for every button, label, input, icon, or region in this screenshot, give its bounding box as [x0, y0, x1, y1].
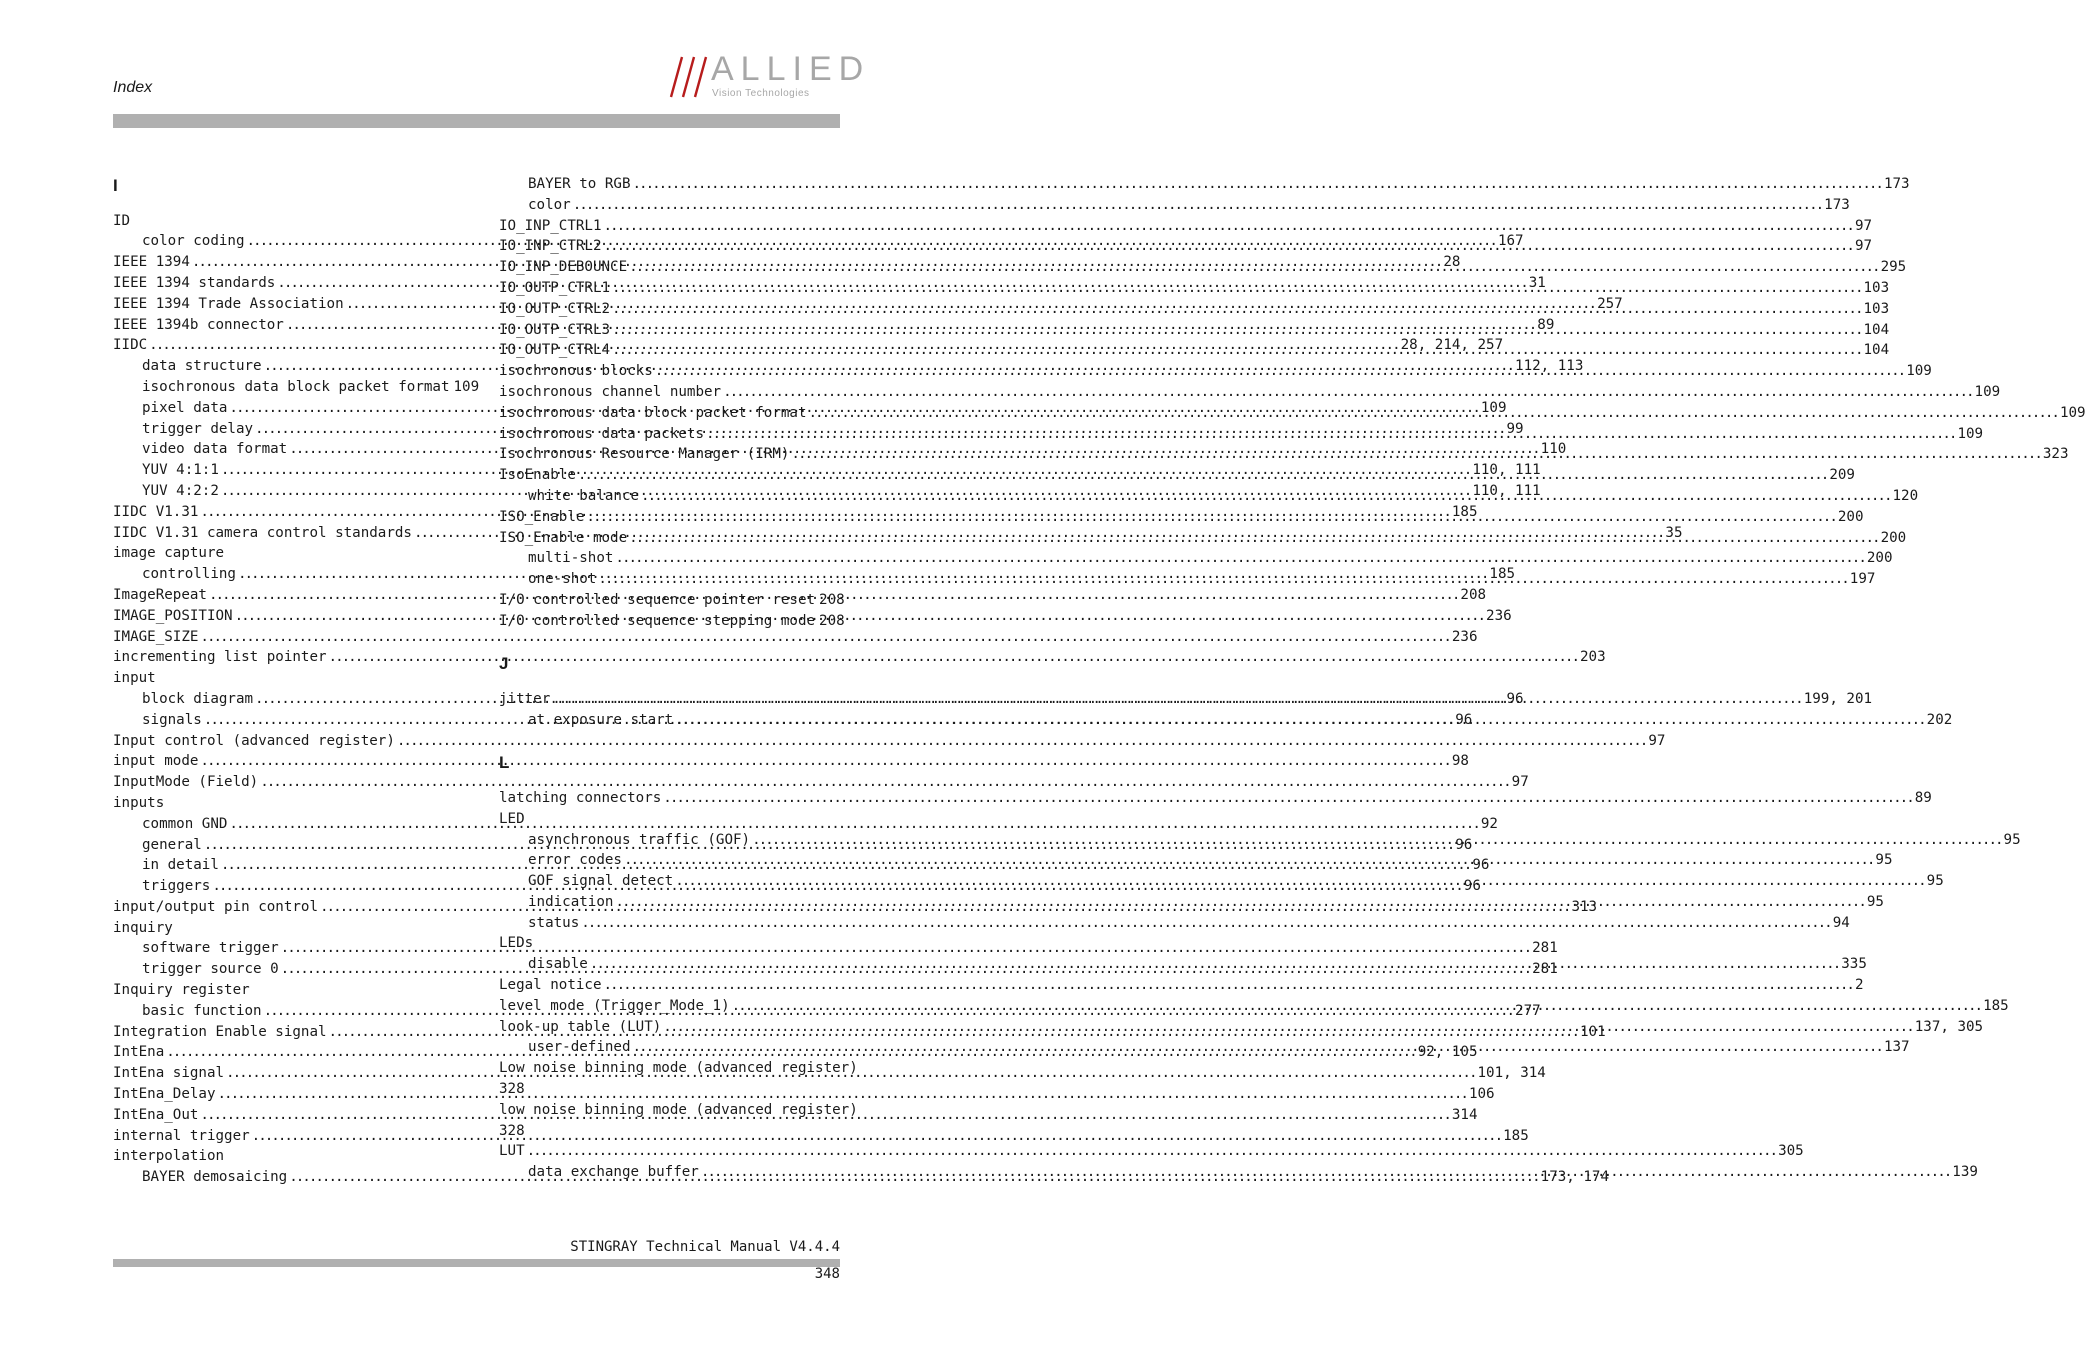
dot-leader — [604, 236, 1853, 257]
index-letter-heading: L — [499, 753, 510, 773]
page-reference[interactable]: 101, 314 — [1477, 1065, 1546, 1082]
page-reference[interactable]: 89 — [1914, 789, 1932, 806]
page-reference[interactable]: 96 — [1463, 878, 1481, 895]
index-entry — [499, 975, 1864, 996]
entry-term: YUV 4:2:2 — [142, 482, 219, 499]
index-subentry — [499, 913, 1850, 934]
dot-leader — [615, 548, 1864, 569]
index-entry — [499, 382, 2001, 403]
entry-term: IO_OUTP_CTRL3 — [499, 321, 611, 338]
entry-term: signals — [142, 711, 202, 728]
dot-leader — [586, 507, 1835, 528]
page-reference[interactable]: 95 — [2003, 831, 2021, 848]
dot-leader — [791, 444, 2040, 465]
entry-term: interpolation — [113, 1148, 225, 1165]
index-entry — [499, 216, 1873, 237]
page-reference[interactable]: 202 — [1926, 711, 1953, 728]
page-reference[interactable]: 323 — [2042, 446, 2069, 463]
page-reference[interactable]: 109 — [1480, 399, 1507, 416]
page-reference[interactable]: 95 — [1926, 873, 1944, 890]
entry-term: input — [113, 670, 156, 687]
page-reference[interactable]: 236 — [1486, 607, 1512, 624]
index-entry — [113, 751, 1469, 772]
entry-term: IEEE 1394b connector — [113, 316, 284, 333]
page-reference[interactable]: 109 — [453, 378, 480, 395]
footer-rule — [113, 1259, 840, 1267]
dot-leader — [612, 299, 1861, 320]
page-reference[interactable]: 94 — [1832, 914, 1850, 931]
page-number: 348 — [814, 1266, 840, 1282]
dot-leader — [655, 361, 1904, 382]
logo-slashes-icon — [668, 54, 712, 100]
page-reference[interactable]: 197 — [1849, 571, 1876, 588]
page-reference[interactable]: 109 — [1957, 425, 1984, 442]
index-entry — [499, 1141, 1804, 1162]
index-entry — [499, 1100, 858, 1121]
entry-term: ID — [113, 212, 131, 229]
index-entry — [113, 543, 454, 564]
page-reference[interactable]: 96 — [1506, 690, 1524, 707]
page-reference[interactable]: 110, 111 — [1472, 482, 1541, 499]
entry-term: BAYER demosaicing — [142, 1169, 288, 1186]
entry-term: disable — [528, 956, 588, 973]
index-entry — [113, 772, 1529, 793]
page-reference[interactable]: 313 — [1571, 898, 1598, 915]
entry-term: in detail — [142, 857, 219, 874]
page-reference[interactable]: 104 — [1863, 342, 1890, 359]
index-entry — [113, 647, 1606, 668]
index-entry — [113, 731, 1666, 752]
entry-term: inquiry — [113, 919, 173, 936]
entry-term: isochronous channel number — [499, 383, 722, 400]
entry-term: pixel data — [142, 399, 228, 416]
entry-term: IEEE 1394 standards — [113, 274, 276, 291]
entry-term: isochronous data block packet format — [142, 378, 450, 395]
page-reference[interactable]: 305 — [1778, 1143, 1804, 1160]
entry-term: InputMode (Field) — [113, 774, 259, 791]
index-entry — [499, 590, 845, 611]
dot-leader — [578, 465, 1827, 486]
page-reference[interactable]: 99 — [1506, 420, 1524, 437]
entry-term: GOF signal detect — [528, 873, 674, 890]
entry-term: input/output pin control — [113, 898, 318, 915]
entry-term: LEDs — [499, 935, 534, 952]
dot-leader — [663, 1017, 1912, 1038]
entry-term: one-shot — [528, 571, 597, 588]
page-reference[interactable]: 185 — [1451, 503, 1478, 520]
page-reference[interactable]: 96 — [1455, 836, 1473, 853]
page-reference[interactable]: 89 — [1537, 316, 1555, 333]
page-reference[interactable]: 97 — [1854, 217, 1873, 234]
page-reference[interactable]: 97 — [1648, 732, 1666, 749]
index-letter-heading: J — [499, 654, 509, 674]
dot-leader — [629, 257, 1878, 278]
page-reference[interactable]: 35 — [1665, 524, 1683, 541]
dot-leader — [615, 892, 1864, 913]
entry-term: general — [142, 836, 202, 853]
entry-term: isochronous blocks — [499, 363, 653, 380]
index-subentry — [499, 548, 1893, 569]
footer-manual-title: STINGRAY Technical Manual V4.4.4 — [570, 1239, 840, 1255]
dot-leader — [663, 788, 1912, 809]
page-reference[interactable]: 139 — [1952, 1164, 1978, 1181]
dot-leader — [641, 486, 1890, 507]
dot-leader — [706, 424, 1955, 445]
page-reference[interactable]: 209 — [1829, 467, 1855, 484]
entry-term: jitter — [499, 690, 551, 707]
index-entry — [113, 980, 454, 1001]
index-entry — [499, 1058, 858, 1079]
page-reference[interactable]: 200 — [1866, 550, 1893, 567]
entry-term: Inquiry register — [113, 982, 250, 999]
page-reference[interactable]: 104 — [1863, 321, 1890, 338]
page-reference[interactable]: 96 — [1455, 711, 1473, 728]
entry-term: user-defined — [528, 1039, 631, 1056]
page-reference[interactable]: 97 — [1854, 238, 1873, 255]
page-reference[interactable]: 208 — [1460, 586, 1487, 603]
entry-term: IsoEnable — [499, 467, 576, 484]
entry-term: IntEna_Delay — [113, 1086, 216, 1103]
entry-term: BAYER to RGB — [528, 176, 631, 192]
entry-term: IntEna signal — [113, 1065, 225, 1082]
index-entry — [113, 918, 454, 939]
page-reference[interactable]: 203 — [1580, 649, 1606, 666]
index-entry — [113, 793, 454, 814]
page-reference[interactable]: 31 — [1528, 274, 1546, 291]
page-reference[interactable]: 185 — [1489, 566, 1516, 583]
entry-term: ISO_Enable mode — [499, 529, 628, 546]
page-reference[interactable]: 295 — [1880, 259, 1907, 276]
page-reference[interactable]: 95 — [1866, 893, 1884, 910]
header-rule — [113, 114, 840, 128]
spacer — [499, 731, 840, 752]
index-letter-heading: I — [113, 176, 118, 195]
entry-term: I/O controlled sequence pointer reset — [499, 591, 816, 608]
index-entry — [499, 933, 840, 954]
entry-term: asynchronous traffic (GOF) — [528, 831, 751, 848]
entry-term: Legal notice — [499, 977, 602, 994]
entry-term: IO_OUTP_CTRL2 — [499, 300, 611, 317]
page-reference[interactable]: 97 — [1511, 774, 1529, 791]
entry-term: white balance — [528, 487, 640, 504]
dot-leader — [235, 606, 1484, 627]
entry-term: LED — [499, 810, 525, 827]
entry-term: isochronous data block packet format — [499, 404, 807, 421]
entry-term: at exposure start — [528, 711, 674, 728]
page-reference[interactable]: 277 — [1515, 1002, 1541, 1019]
dot-leader — [590, 954, 1839, 975]
dot-leader — [629, 528, 1878, 549]
page-reference[interactable]: 98 — [1451, 753, 1469, 770]
entry-term: level mode (Trigger_Mode_1) — [499, 997, 730, 1014]
dot-leader — [809, 403, 2058, 424]
page-reference[interactable]: 335 — [1841, 956, 1867, 973]
page-reference[interactable]: 257 — [1597, 295, 1623, 312]
entry-term: IEEE 1394 — [113, 254, 190, 271]
entry-term: IO_INP_CTRL1 — [499, 217, 602, 234]
dot-leader — [752, 830, 2001, 851]
entry-term: IO_OUTP_CTRL4 — [499, 342, 611, 359]
entry-term: inputs — [113, 794, 165, 811]
page-reference[interactable]: 103 — [1863, 300, 1890, 317]
dot-leader — [552, 689, 1801, 710]
page-reference[interactable]: 314 — [1451, 1106, 1478, 1123]
entry-term: IntEna_Out — [113, 1106, 199, 1123]
dot-leader — [527, 1141, 1776, 1162]
page-reference[interactable]: 103 — [1863, 279, 1890, 296]
entry-term: incrementing list pointer — [113, 649, 327, 666]
entry-term: color — [528, 196, 571, 213]
entry-term: IIDC V1.31 camera control standards — [113, 524, 412, 541]
logo-wordmark: ALLIED — [711, 50, 871, 88]
entry-term: low noise binning mode (advanced register) — [499, 1101, 858, 1118]
page-reference[interactable]: 28, 214, 257 — [1400, 337, 1504, 354]
page-reference[interactable]: 92, 105 — [1417, 1044, 1478, 1061]
page-reference[interactable]: 109 — [2059, 404, 2086, 421]
running-header-title: Index — [113, 79, 153, 96]
page-reference[interactable]: 96 — [1472, 857, 1490, 874]
dot-leader — [732, 996, 1981, 1017]
entry-term: Integration Enable signal — [113, 1023, 327, 1040]
entry-term: video data format — [142, 441, 288, 458]
dot-leader — [581, 913, 1830, 934]
page-reference[interactable]: 173 — [1824, 196, 1850, 213]
page-reference[interactable]: 200 — [1880, 529, 1907, 546]
entry-term: image capture — [113, 545, 225, 562]
page-reference[interactable]: 109 — [1974, 383, 2001, 400]
dot-leader — [604, 975, 1853, 996]
entry-term: basic function — [142, 1002, 262, 1019]
page-reference[interactable]: 2 — [1854, 977, 1864, 994]
page-reference[interactable]: 110 — [1540, 441, 1567, 458]
entry-term: data exchange buffer — [528, 1164, 699, 1181]
entry-term: ImageRepeat — [113, 586, 207, 603]
page-reference[interactable]: 185 — [1503, 1127, 1529, 1144]
entry-term: ISO_Enable — [499, 508, 585, 525]
entry-term: block diagram — [142, 690, 254, 707]
index-entry-continuation: 328 — [499, 1122, 525, 1139]
page-reference[interactable]: 281 — [1532, 961, 1558, 978]
entry-term: IO_OUTP_CTRL1 — [499, 279, 611, 296]
dot-leader — [612, 278, 1861, 299]
page-reference[interactable]: 236 — [1451, 628, 1478, 645]
entry-term: latching connectors — [499, 789, 662, 806]
page-reference[interactable]: 208 — [819, 591, 845, 608]
entry-term: isochronous data packets — [499, 425, 704, 442]
entry-term: trigger source 0 — [142, 961, 279, 978]
entry-term: IMAGE_SIZE — [113, 628, 199, 645]
entry-term: I/O controlled sequence stepping mode — [499, 612, 816, 629]
index-subentry — [113, 377, 480, 398]
index-entry — [113, 1146, 454, 1167]
index-entry — [113, 211, 454, 232]
dot-leader — [633, 174, 1882, 195]
page-reference[interactable]: 120 — [1892, 487, 1919, 504]
entry-term: IIDC V1.31 — [113, 503, 199, 520]
entry-term: internal trigger — [113, 1127, 250, 1144]
dot-leader — [701, 1162, 1950, 1183]
entry-term: error codes — [528, 852, 622, 869]
page-reference[interactable]: 92 — [1480, 815, 1498, 832]
dot-leader — [598, 569, 1847, 590]
page-reference[interactable]: 101 — [1580, 1023, 1606, 1040]
page-reference[interactable]: 173, 174 — [1540, 1169, 1610, 1186]
page-reference[interactable]: 109 — [1906, 363, 1932, 380]
entry-term: color coding — [142, 233, 245, 250]
entry-term: IMAGE_POSITION — [113, 607, 233, 624]
page-reference[interactable]: 167 — [1497, 233, 1524, 250]
page-reference[interactable]: 112, 113 — [1515, 358, 1584, 375]
entry-term: data structure — [142, 358, 262, 375]
entry-term: Low noise binning mode (advanced register) — [499, 1060, 858, 1077]
page-reference[interactable]: 110, 111 — [1472, 462, 1541, 479]
index-entry-continuation: 328 — [499, 1081, 525, 1098]
entry-term: common GND — [142, 815, 228, 832]
index-entry — [499, 611, 845, 632]
dot-leader — [723, 382, 1972, 403]
entry-term: LUT — [499, 1143, 525, 1160]
page-reference[interactable]: 208 — [819, 612, 845, 629]
entry-term: controlling — [142, 566, 236, 583]
entry-term: Input control (advanced register) — [113, 732, 395, 749]
spacer — [499, 632, 840, 653]
page-reference[interactable]: 173 — [1883, 176, 1910, 192]
page-reference[interactable]: 95 — [1875, 852, 1893, 869]
page-reference[interactable]: 281 — [1532, 940, 1558, 957]
entry-term: trigger delay — [142, 420, 254, 437]
dot-leader — [675, 871, 1924, 892]
dot-leader — [633, 1037, 1882, 1058]
entry-term: IntEna — [113, 1044, 165, 1061]
entry-term: Isochronous Resource Manager (IRM) — [499, 446, 790, 463]
page-reference[interactable]: 199, 201 — [1803, 690, 1873, 707]
entry-term: look-up table (LUT) — [499, 1018, 662, 1035]
index-entry — [499, 809, 840, 830]
index-entry — [499, 788, 1932, 809]
logo-subtitle: Vision Technologies — [712, 88, 810, 99]
entry-term: status — [528, 914, 580, 931]
index-entry — [113, 668, 454, 689]
index-entry — [113, 627, 1478, 648]
entry-term: IO_INP_CTRL2 — [499, 238, 602, 255]
index-entry — [499, 403, 2086, 424]
entry-term: triggers — [142, 878, 211, 895]
dot-leader — [573, 195, 1822, 216]
dot-leader — [604, 216, 1853, 237]
entry-term: YUV 4:1:1 — [142, 462, 219, 479]
dot-leader — [624, 850, 1873, 871]
index-subentry — [499, 195, 1850, 216]
dot-leader — [612, 340, 1861, 361]
page-reference[interactable]: 137 — [1883, 1039, 1910, 1056]
page-reference[interactable]: 137, 305 — [1914, 1018, 1984, 1035]
entry-term: IO_INP_DEBOUNCE — [499, 259, 628, 276]
page-reference[interactable]: 106 — [1468, 1086, 1495, 1103]
entry-term: IIDC — [113, 337, 148, 354]
dot-leader — [675, 710, 1924, 731]
allied-logo — [668, 50, 871, 100]
dot-leader — [612, 320, 1861, 341]
entry-term: indication — [528, 893, 614, 910]
entry-term: input mode — [113, 753, 199, 770]
entry-term: multi-shot — [528, 550, 614, 567]
page-reference[interactable]: 185 — [1983, 997, 2009, 1014]
entry-term: software trigger — [142, 940, 279, 957]
index-subentry — [499, 174, 1910, 195]
entry-term: IEEE 1394 Trade Association — [113, 295, 344, 312]
page-reference[interactable]: 200 — [1837, 508, 1864, 525]
page-reference[interactable]: 28 — [1443, 254, 1461, 271]
